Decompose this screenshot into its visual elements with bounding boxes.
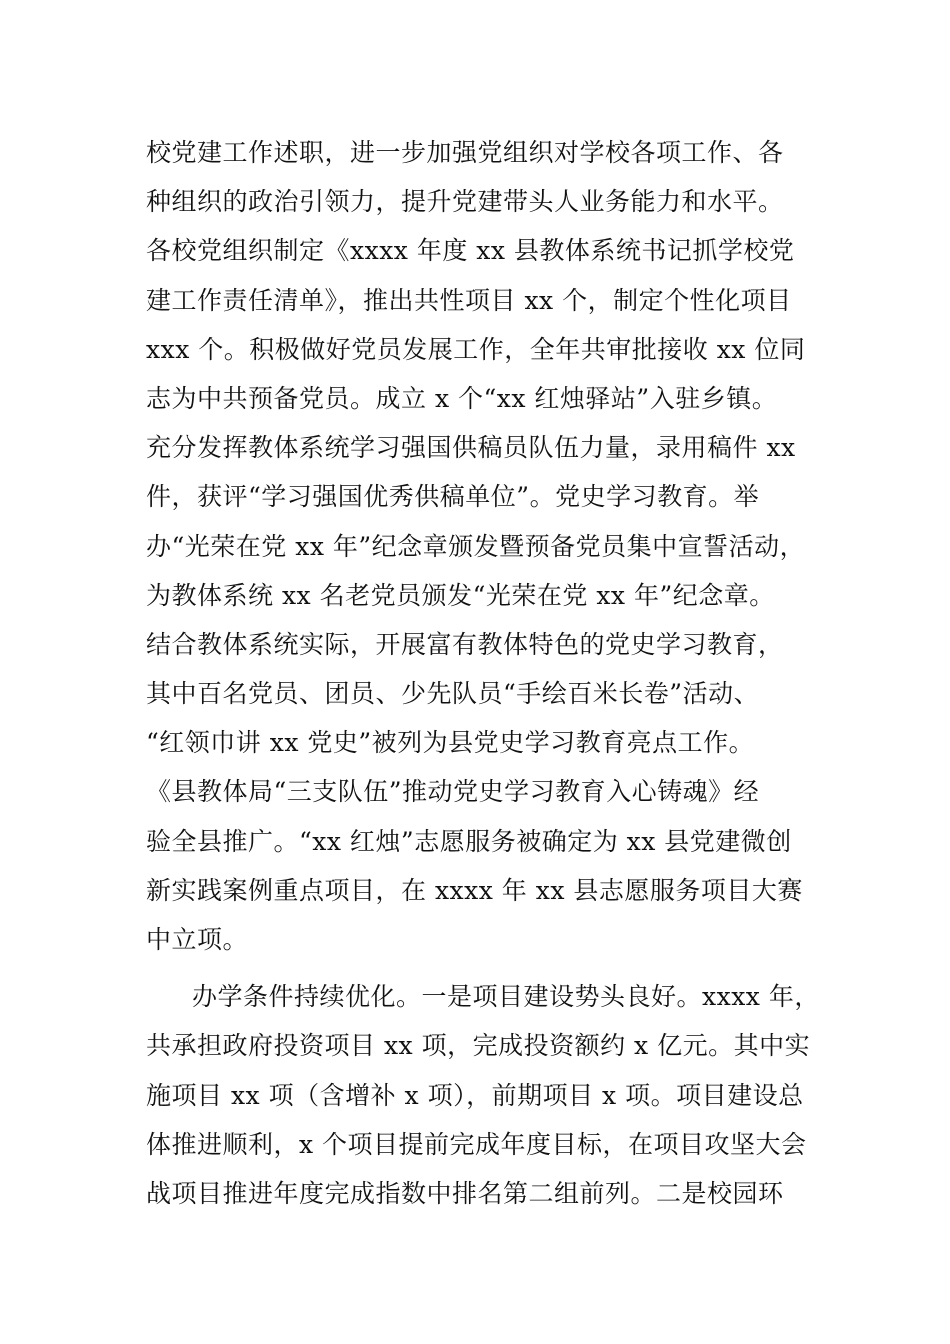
text-line: 中立项。 <box>146 925 249 954</box>
text-line: 志为中共预备党员。成立 x 个“xx 红烛驿站”入驻乡镇。 <box>146 383 778 413</box>
text-line: 充分发挥教体系统学习强国供稿员队伍力量，录用稿件 xx <box>146 433 796 463</box>
text-line: 《县教体局“三支队伍”推动党史学习教育入心铸魂》经 <box>146 777 760 807</box>
text-line: 验全县推广。“xx 红烛”志愿服务被确定为 xx 县党建微创 <box>146 826 792 856</box>
text-line: 结合教体系统实际，开展富有教体特色的党史学习教育， <box>146 629 784 659</box>
text-line: 共承担政府投资项目 xx 项，完成投资额约 x 亿元。其中实 <box>146 1031 811 1061</box>
text-line: 其中百名党员、团员、少先队员“手绘百米长卷”活动、 <box>146 679 760 709</box>
text-line: 件，获评“学习强国优秀供稿单位”。党史学习教育。举 <box>146 482 760 512</box>
text-line: 施项目 xx 项（含增补 x 项），前期项目 x 项。项目建设总 <box>146 1080 804 1110</box>
text-line: 为教体系统 xx 名老党员颁发“光荣在党 xx 年”纪念章。 <box>146 580 775 610</box>
text-line: 体推进顺利，x 个项目提前完成年度目标，在项目攻坚大会 <box>146 1129 807 1159</box>
document-body <box>146 128 826 1218</box>
text-line: 种组织的政治引领力，提升党建带头人业务能力和水平。 <box>146 187 784 217</box>
text-line: 新实践案例重点项目，在 xxxx 年 xx 县志愿服务项目大赛 <box>146 875 803 905</box>
text-line: xxx 个。积极做好党员发展工作，全年共审批接收 xx 位同 <box>146 334 806 364</box>
text-line: 办“光荣在党 xx 年”纪念章颁发暨预备党员集中宣誓活动， <box>146 531 806 561</box>
paragraph-first-line: 办学条件持续优化。一是项目建设势头良好。xxxx 年， <box>192 982 820 1012</box>
text-line: 各校党组织制定《xxxx 年度 xx 县教体系统书记抓学校党 <box>146 236 795 266</box>
text-line: “红领巾讲 xx 党史”被列为县党史学习教育亮点工作。 <box>146 728 755 758</box>
text-line: 建工作责任清单》，推出共性项目 xx 个，制定个性化项目 <box>146 285 792 315</box>
text-line: 战项目推进年度完成指数中排名第二组前列。二是校园环 <box>146 1178 784 1208</box>
text-line: 校党建工作述职，进一步加强党组织对学校各项工作、各 <box>146 138 784 167</box>
